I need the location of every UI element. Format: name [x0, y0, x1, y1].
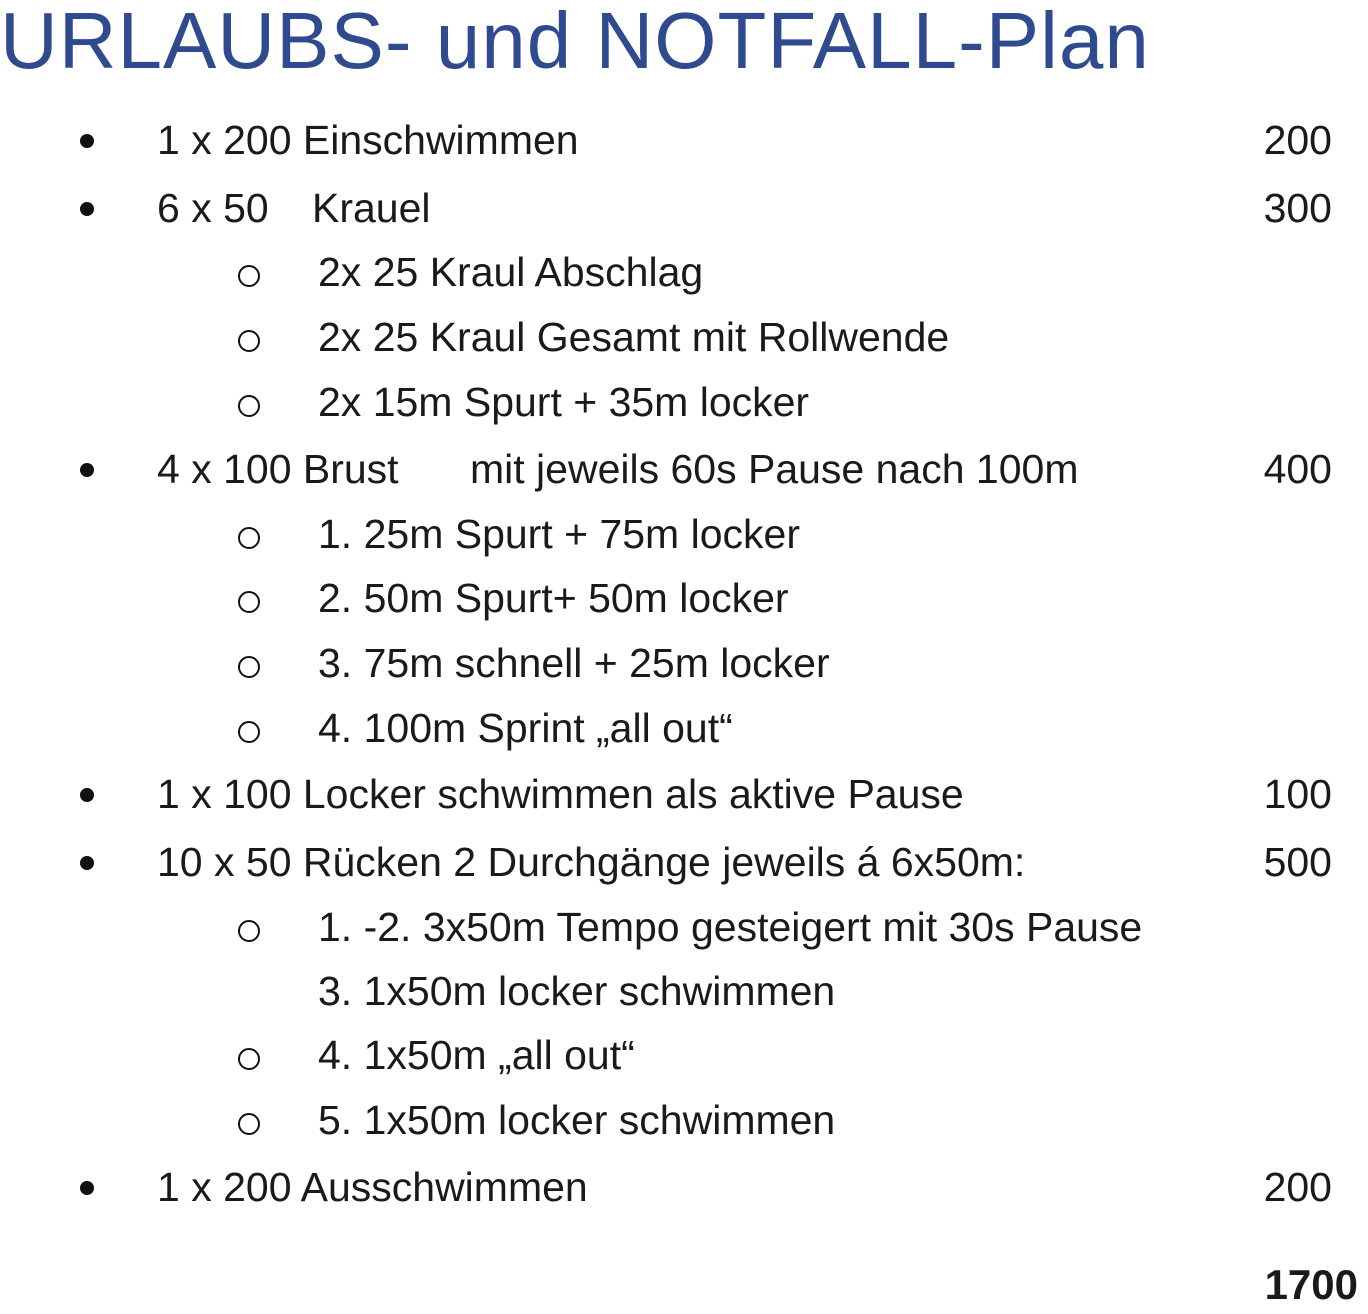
item-text-detail: Krauel — [312, 185, 431, 231]
item-amount: 300 — [1263, 185, 1332, 231]
circle-bullet-icon — [238, 1113, 260, 1135]
sub-item-text: 5. 1x50m locker schwimmen — [318, 1097, 836, 1143]
total-sum: 1700 — [1264, 1261, 1358, 1308]
sub-list-item — [0, 305, 1368, 369]
sub-item-text: 1. 25m Spurt + 75m locker — [318, 511, 800, 557]
bullet-icon — [80, 463, 94, 477]
bullet-icon — [80, 202, 94, 216]
item-amount: 500 — [1263, 839, 1332, 885]
sub-list-item-continuation — [0, 959, 1368, 1023]
bullet-icon — [80, 788, 94, 802]
circle-bullet-icon — [238, 721, 260, 743]
item-amount: 200 — [1263, 117, 1332, 163]
circle-bullet-icon — [238, 330, 260, 352]
circle-bullet-icon — [238, 1048, 260, 1070]
list-item — [0, 437, 1368, 501]
page-title: URLAUBS- und NOTFALL-Plan — [0, 0, 1150, 85]
item-text: 4 x 100 Brust — [157, 446, 399, 492]
circle-bullet-icon — [238, 395, 260, 417]
item-text: 1 x 100 Locker schwimmen als aktive Pause — [157, 771, 964, 817]
list-item — [0, 176, 1368, 240]
list-item — [0, 762, 1368, 826]
circle-bullet-icon — [238, 591, 260, 613]
list-item — [0, 108, 1368, 172]
item-text: 6 x 50 — [157, 185, 269, 231]
sub-list-item — [0, 502, 1368, 566]
sub-item-text: 2x 15m Spurt + 35m locker — [318, 379, 810, 425]
item-text-detail: mit jeweils 60s Pause nach 100m — [470, 446, 1079, 492]
circle-bullet-icon — [238, 656, 260, 678]
item-amount: 100 — [1263, 771, 1332, 817]
item-text: 10 x 50 Rücken 2 Durchgänge jeweils á 6x50m: — [157, 839, 1026, 885]
sub-list-item — [0, 1023, 1368, 1087]
item-text: 1 x 200 Einschwimmen — [157, 117, 579, 163]
item-text: 1 x 200 Ausschwimmen — [157, 1164, 588, 1210]
sub-item-text: 3. 75m schnell + 25m locker — [318, 640, 830, 686]
sub-list-item — [0, 696, 1368, 760]
sub-list-item — [0, 566, 1368, 630]
sub-item-text: 3. 1x50m locker schwimmen — [318, 968, 836, 1014]
list-item — [0, 830, 1368, 894]
circle-bullet-icon — [238, 920, 260, 942]
bullet-icon — [80, 856, 94, 870]
sub-item-text: 4. 1x50m „all out“ — [318, 1032, 635, 1078]
sub-list-item — [0, 1088, 1368, 1152]
sub-list-item — [0, 631, 1368, 695]
sub-item-text: 1. -2. 3x50m Tempo gesteigert mit 30s Pause — [318, 904, 1143, 950]
circle-bullet-icon — [238, 527, 260, 549]
circle-bullet-icon — [238, 265, 260, 287]
sub-item-text: 2x 25 Kraul Abschlag — [318, 249, 704, 295]
sub-list-item — [0, 895, 1368, 959]
sub-item-text: 2x 25 Kraul Gesamt mit Rollwende — [318, 314, 950, 360]
sub-item-text: 2. 50m Spurt+ 50m locker — [318, 575, 789, 621]
sub-list-item — [0, 240, 1368, 304]
item-amount: 400 — [1263, 446, 1332, 492]
list-item — [0, 1155, 1368, 1219]
bullet-icon — [80, 134, 94, 148]
sub-item-text: 4. 100m Sprint „all out“ — [318, 705, 733, 751]
bullet-icon — [80, 1181, 94, 1195]
sub-list-item — [0, 370, 1368, 434]
item-amount: 200 — [1263, 1164, 1332, 1210]
